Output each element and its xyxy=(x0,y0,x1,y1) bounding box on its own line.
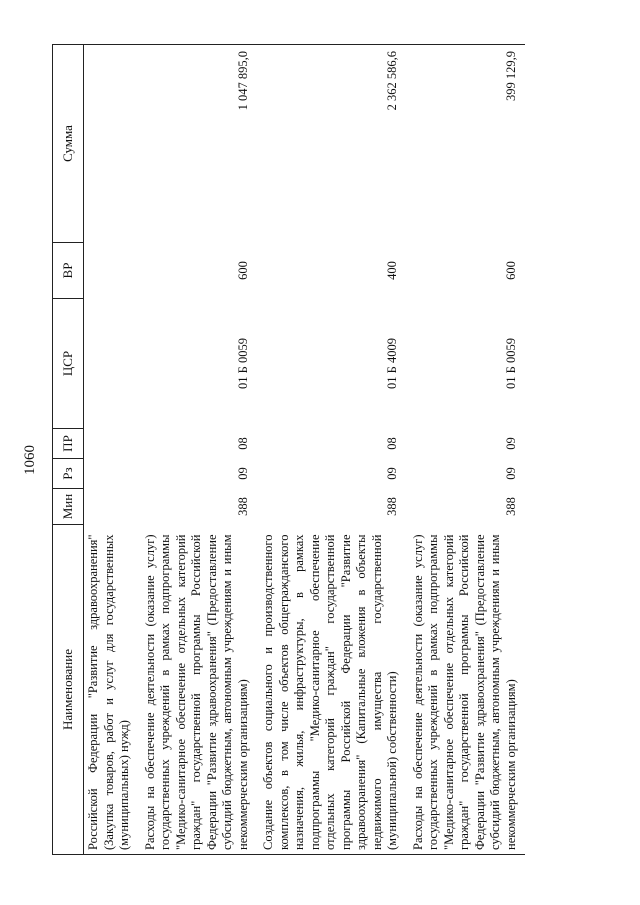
page-number: 1060 xyxy=(22,445,38,475)
row-sum: 1 047 895,0 xyxy=(139,45,258,243)
row-vr: 400 xyxy=(385,261,399,280)
row-csr: 01 Б 0059 xyxy=(503,338,518,389)
header-rz: Рз xyxy=(53,459,84,489)
table-row xyxy=(407,45,526,855)
header-sum: Сумма xyxy=(53,45,84,243)
row-rz: 09 xyxy=(235,467,250,480)
row-rz: 09 xyxy=(503,467,518,480)
header-pr: ПР xyxy=(53,429,84,459)
row-rz: 09 xyxy=(385,467,399,480)
table-row xyxy=(257,45,407,855)
row-csr xyxy=(84,299,139,429)
row-csr: 01 Б 4009 xyxy=(385,338,399,389)
row-vr: 600 xyxy=(235,261,250,280)
table-row xyxy=(84,45,139,855)
table-row xyxy=(139,45,258,855)
row-name: Расходы на обеспечение деятельности (оказание услуг) государственных учреждений в рамках подпрограммы "Медико-санитарное обеспечение отдельных категорий граждан" государственной программы Российской Федерации "Развитие здравоохранения" (Предоставление субсидий бюджетным, автономным учреждениям и иным некоммерческим организациям) xyxy=(407,525,526,855)
header-name: Наименование xyxy=(53,525,84,855)
row-pr: 08 xyxy=(385,437,399,450)
row-name: Российской Федерации "Развитие здравоохранения" (Закупка товаров, работ и услуг для государственных (муниципальных) нужд) xyxy=(84,525,139,855)
row-csr: 01 Б 0059 xyxy=(235,338,250,389)
row-pr: 09 xyxy=(503,437,518,450)
row-pr: 08 xyxy=(235,437,250,450)
header-csr: ЦСР xyxy=(53,299,84,429)
header-row xyxy=(53,45,84,855)
row-sum: 2 362 586,6 xyxy=(257,45,407,243)
row-sum: 399 129,9 xyxy=(407,45,526,243)
row-vr xyxy=(84,243,139,299)
row-name: Расходы на обеспечение деятельности (оказание услуг) государственных учреждений в рамках подпрограммы "Медико-санитарное обеспечение отдельных категорий граждан" государственной программы Российской Федерации "Развитие здравоохранения" (Предоставление субсидий бюджетным, автономным учреждениям и иным некоммерческим организациям) xyxy=(139,525,258,855)
row-min: 388 xyxy=(235,497,250,516)
row-sum xyxy=(84,45,139,243)
header-min: Мин xyxy=(53,489,84,525)
row-rz xyxy=(84,459,139,489)
header-vr: ВР xyxy=(53,243,84,299)
row-min: 388 xyxy=(503,497,518,516)
row-name: Создание объектов социального и производственного комплексов, в том числе объектов общегражданского назначения, жилья, инфраструктуры, в рамках подпрограммы "Медико-санитарное обеспечение отдельных категорий граждан" государственной программы Российской Федерации "Развитие здравоохранения" (Капитальные вложения в объекты недвижимого имущества государственной (муниципальной) собственности) xyxy=(257,525,407,855)
row-pr xyxy=(84,429,139,459)
budget-table xyxy=(52,44,525,855)
row-min: 388 xyxy=(385,497,399,516)
row-min xyxy=(84,489,139,525)
row-vr: 600 xyxy=(503,261,518,280)
